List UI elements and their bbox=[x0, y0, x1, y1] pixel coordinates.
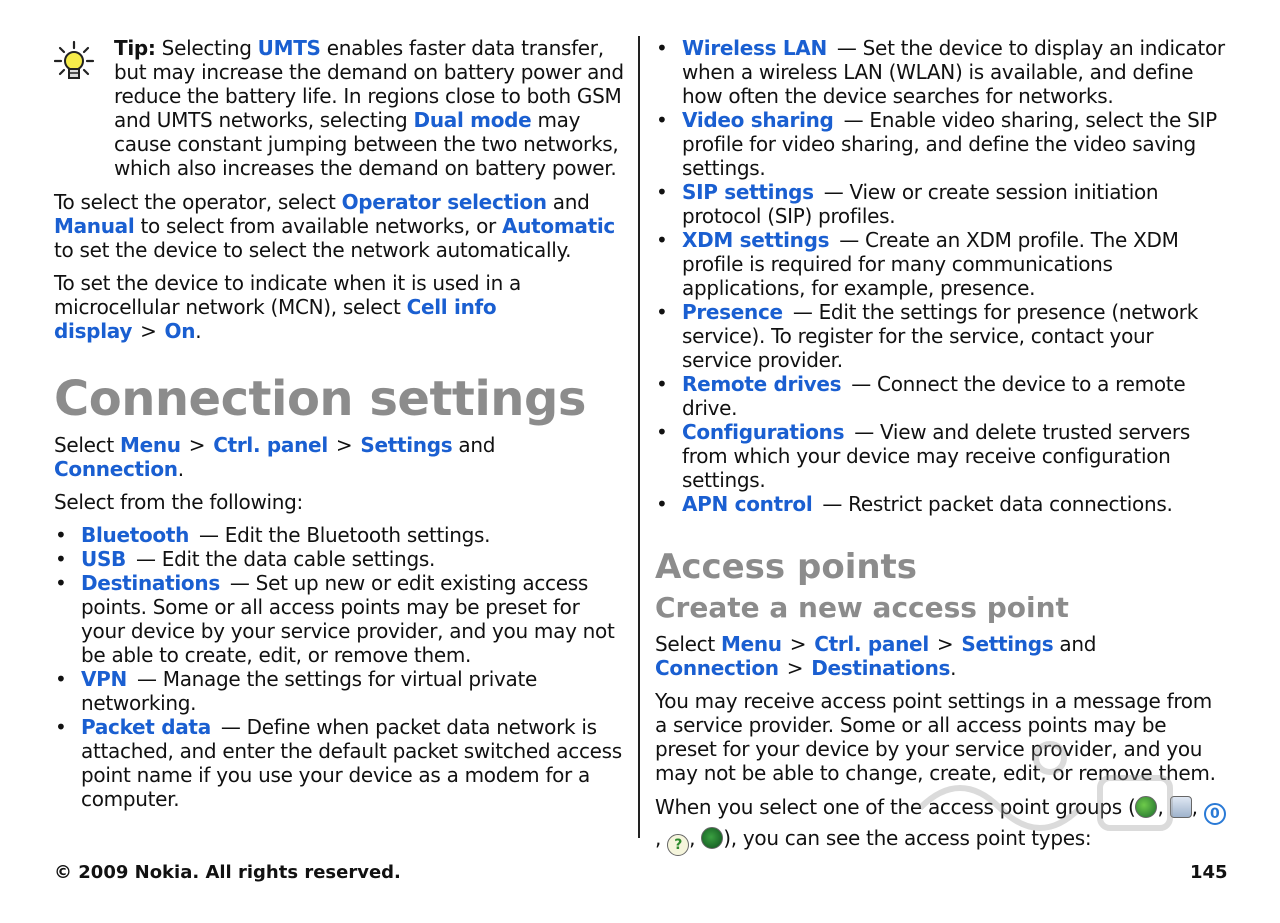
dual-mode-link[interactable]: Dual mode bbox=[413, 108, 532, 132]
cell-info-display-link[interactable]: Cell info display bbox=[54, 295, 497, 343]
bluetooth-link[interactable]: Bluetooth bbox=[81, 523, 190, 547]
page-number: 145 bbox=[1190, 862, 1228, 883]
column-divider bbox=[638, 36, 640, 838]
list-item: • Remote drives — Connect the device to a remote drive. bbox=[656, 372, 1186, 420]
list-item: • Destinations — Set up new or edit existing access points. Some or all access points may be preset for your device by your service provider, and you may not be able to create, edit, or remove them. bbox=[55, 571, 615, 667]
access-description: You may receive access point settings in a message from a service provider. Some or all access points may be preset for your device by your service provider, and you may not be able to change, create, edit, or remove them. bbox=[655, 689, 1216, 785]
globe-icon bbox=[1135, 796, 1157, 818]
path-separator: > bbox=[936, 632, 954, 656]
configurations-link[interactable]: Configurations bbox=[682, 420, 845, 444]
connection-link[interactable]: Connection bbox=[54, 457, 178, 481]
tip-box bbox=[54, 36, 626, 180]
globe-icon bbox=[701, 827, 723, 849]
path-separator: > bbox=[335, 433, 353, 457]
menu-link[interactable]: Menu bbox=[720, 632, 782, 656]
connection-settings-heading: Connection settings bbox=[54, 371, 586, 427]
list-item: • Video sharing — Enable video sharing, select the SIP profile for video sharing, and define the video saving settings. bbox=[656, 108, 1217, 180]
list-item: • SIP settings — View or create session initiation protocol (SIP) profiles. bbox=[656, 180, 1159, 228]
automatic-link[interactable]: Automatic bbox=[502, 214, 615, 238]
destinations-link[interactable]: Destinations bbox=[81, 571, 220, 595]
usb-link[interactable]: USB bbox=[81, 547, 126, 571]
sip-settings-link[interactable]: SIP settings bbox=[682, 180, 814, 204]
zero-icon: 0 bbox=[1204, 803, 1226, 825]
umts-link[interactable]: UMTS bbox=[257, 36, 321, 60]
right-column bbox=[655, 36, 1227, 865]
manual-link[interactable]: Manual bbox=[54, 214, 135, 238]
left-column bbox=[54, 36, 626, 811]
list-item: • Presence — Edit the settings for presence (network service). To register for the service, contact your service provider. bbox=[656, 300, 1198, 372]
list-item: • USB — Edit the data cable settings. bbox=[55, 547, 436, 571]
presence-link[interactable]: Presence bbox=[682, 300, 783, 324]
connection-options-list-right bbox=[655, 36, 1227, 516]
operator-selection-link[interactable]: Operator selection bbox=[341, 190, 547, 214]
list-item: • APN control — Restrict packet data connections. bbox=[656, 492, 1173, 516]
connection-path: Select Menu > Ctrl. panel > Settings and Connection. bbox=[54, 433, 496, 481]
list-item: • Bluetooth — Edit the Bluetooth settings. bbox=[55, 523, 491, 547]
vpn-link[interactable]: VPN bbox=[81, 667, 127, 691]
path-separator: > bbox=[188, 433, 206, 457]
xdm-settings-link[interactable]: XDM settings bbox=[682, 228, 830, 252]
list-item: • Configurations — View and delete trusted servers from which your device may receive configuration settings. bbox=[656, 420, 1190, 492]
ctrl-panel-link[interactable]: Ctrl. panel bbox=[814, 632, 929, 656]
connection-link[interactable]: Connection bbox=[655, 656, 779, 680]
packet-data-link[interactable]: Packet data bbox=[81, 715, 211, 739]
on-link[interactable]: On bbox=[164, 319, 196, 343]
wireless-lan-link[interactable]: Wireless LAN bbox=[682, 36, 827, 60]
remote-drives-link[interactable]: Remote drives bbox=[682, 372, 842, 396]
copyright: © 2009 Nokia. All rights reserved. bbox=[54, 862, 401, 883]
access-points-heading: Access points bbox=[655, 547, 918, 587]
tip-text: Tip: Selecting UMTS enables faster data transfer, but may increase the demand on battery power and reduce the battery life. In regions close to both GSM and UMTS networks, selecting Dual mode may cause constant jumping between the two networks, which also increases the demand on battery power. bbox=[114, 36, 624, 180]
list-item: • Packet data — Define when packet data network is attached, and enter the default packet switched access point name if you use your device as a modem for a computer. bbox=[55, 715, 622, 811]
mcn-paragraph: To set the device to indicate when it is used in a microcellular network (MCN), select Cell info display > On. bbox=[54, 271, 522, 343]
ctrl-panel-link[interactable]: Ctrl. panel bbox=[213, 433, 328, 457]
destinations-path-link[interactable]: Destinations bbox=[811, 656, 951, 680]
create-access-point-heading: Create a new access point bbox=[655, 591, 1069, 624]
settings-link[interactable]: Settings bbox=[961, 632, 1054, 656]
path-separator: > bbox=[786, 656, 804, 680]
list-item: • VPN — Manage the settings for virtual private networking. bbox=[55, 667, 538, 715]
connection-options-list-left bbox=[54, 523, 626, 811]
path-separator: > bbox=[789, 632, 807, 656]
menu-link[interactable]: Menu bbox=[119, 433, 181, 457]
access-groups-paragraph: When you select one of the access point groups ( , , 0, ? , ), you can see the access point types: bbox=[655, 794, 1227, 856]
settings-link[interactable]: Settings bbox=[360, 433, 453, 457]
path-separator: > bbox=[140, 319, 157, 343]
access-path: Select Menu > Ctrl. panel > Settings and Connection > Destinations. bbox=[655, 632, 1097, 680]
operator-paragraph: To select the operator, select Operator selection and Manual to select from available networks, or Automatic to set the device to select the network automatically. bbox=[54, 190, 615, 262]
image-icon bbox=[1170, 796, 1192, 818]
select-from-text: Select from the following: bbox=[54, 490, 303, 514]
apn-control-link[interactable]: APN control bbox=[682, 492, 813, 516]
video-sharing-link[interactable]: Video sharing bbox=[682, 108, 834, 132]
tip-label: Tip: bbox=[114, 36, 156, 60]
list-item: • XDM settings — Create an XDM profile. The XDM profile is required for many communications applications, for example, presence. bbox=[656, 228, 1179, 300]
tip-lightbulb-icon bbox=[54, 40, 100, 86]
question-icon: ? bbox=[667, 834, 689, 856]
list-item: • Wireless LAN — Set the device to display an indicator when a wireless LAN (WLAN) is available, and define how often the device searches for networks. bbox=[656, 36, 1225, 108]
